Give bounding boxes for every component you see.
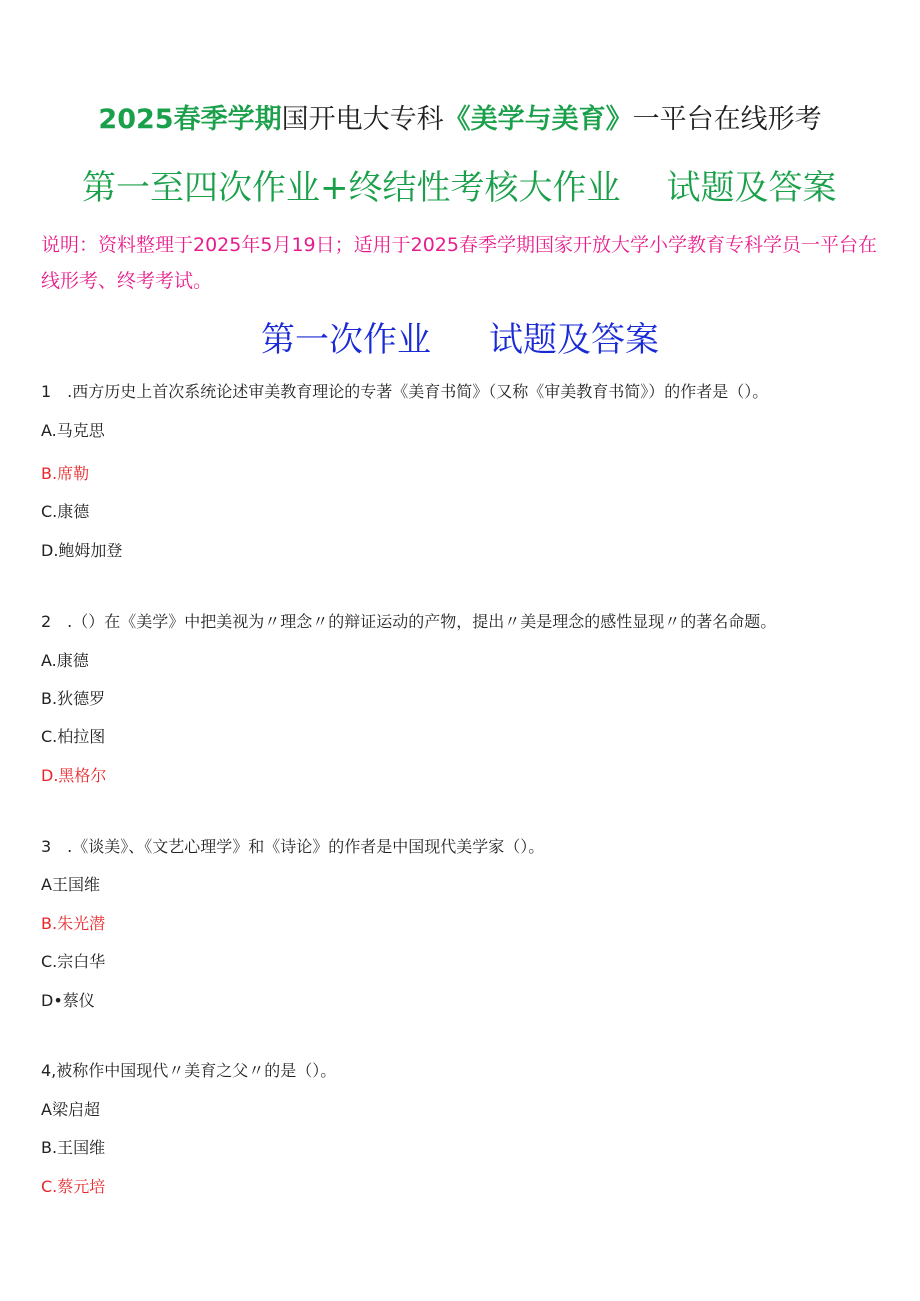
title-platform: 一平台在线形考 bbox=[632, 104, 822, 135]
question-2-option-b: B.狄德罗 bbox=[41, 689, 106, 708]
question-3-text: 3 .《谈美》、《文艺心理学》和《诗论》的作者是中国现代美学家（）。 bbox=[41, 837, 545, 856]
title-course: 《美学与美育》 bbox=[443, 104, 633, 135]
question-1-option-a: A.马克思 bbox=[41, 421, 105, 440]
document-note: 说明：资料整理于2025年5月19日；适用于2025春季学期国家开放大学小学教育专科学员一平台在线形考、终考考试。 bbox=[41, 234, 877, 292]
title-term: 2025春季学期 bbox=[98, 104, 282, 135]
section-subtitle: 试题及答案 bbox=[489, 320, 659, 360]
question-4-text: 4,被称作中国现代〃美育之父〃的是（）。 bbox=[41, 1061, 337, 1080]
question-4-option-a: A梁启超 bbox=[41, 1100, 100, 1119]
question-1-option-d: D.鲍姆加登 bbox=[41, 541, 123, 560]
question-4-option-b: B.王国维 bbox=[41, 1138, 106, 1157]
subtitle-answers: 试题及答案 bbox=[666, 168, 837, 208]
section-heading bbox=[0, 316, 920, 364]
question-3-option-d: D•蔡仪 bbox=[41, 991, 95, 1010]
question-1-option-b-correct: B.席勒 bbox=[41, 464, 90, 483]
question-3-option-a: A王国维 bbox=[41, 875, 100, 894]
question-2-option-a: A.康德 bbox=[41, 651, 89, 670]
question-4-option-c-correct: C.蔡元培 bbox=[41, 1177, 106, 1196]
section-title: 第一次作业 bbox=[261, 320, 431, 360]
question-1-text: 1 .西方历史上首次系统论述审美教育理论的专著《美育书简》（又称《审美教育书简》）的作者是（）。 bbox=[41, 382, 769, 401]
document-subtitle bbox=[82, 165, 882, 211]
question-2-option-c: C.柏拉图 bbox=[41, 727, 106, 746]
question-2-option-d-correct: D.黑格尔 bbox=[41, 766, 107, 785]
document-title bbox=[0, 100, 920, 140]
subtitle-assignments: 第一至四次作业+终结性考核大作业 bbox=[82, 168, 621, 208]
question-1-option-c: C.康德 bbox=[41, 502, 90, 521]
question-3-option-c: C.宗白华 bbox=[41, 952, 106, 971]
title-school: 国开电大专科 bbox=[281, 104, 444, 135]
question-3-option-b-correct: B.朱光潜 bbox=[41, 914, 106, 933]
question-2-text: 2 .（）在《美学》中把美视为〃理念〃的辩证运动的产物，提出〃美是理念的感性显现〃的著名命题。 bbox=[41, 612, 777, 631]
